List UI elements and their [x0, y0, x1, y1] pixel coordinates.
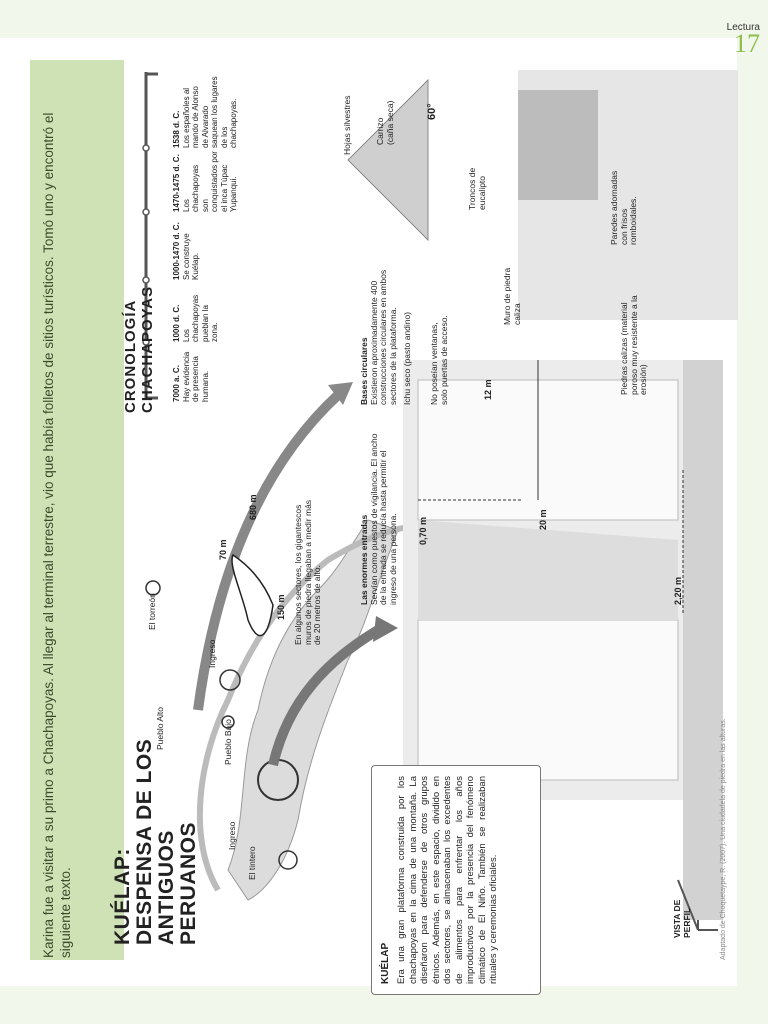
- intro-text: Karina fue a visitar a su primo a Chachapoyas. Al llegar al terminal terrestre, vio que había folletos de sitios turísticos. Tomó uno y encontró el siguiente texto.: [41, 112, 73, 958]
- wall-dim-20: 20 m: [538, 509, 548, 530]
- house-label-ichu: Ichu seco (pasto andino): [402, 311, 412, 405]
- plan-dim-70: 70 m: [218, 539, 228, 560]
- house-label-ventanas: No poseían ventanas, solo puertas de acceso.: [429, 315, 449, 405]
- chrono-date: 1470-1475 d. C.: [172, 154, 181, 212]
- title-line-2: DESPENSA DE LOS ANTIGUOS: [133, 738, 178, 945]
- map-label-pueblo-bajo: Pueblo Bajo: [223, 719, 233, 765]
- chrono-date: 7000 a. C.: [172, 365, 181, 402]
- chronology-title: CRONOLOGÍA CHACHAPOYAS: [122, 285, 156, 413]
- entradas-title: Las enormes entradas: [359, 514, 369, 605]
- bases-block: [360, 265, 398, 405]
- kuelap-box-heading: KUÉLAP: [380, 942, 391, 984]
- wall-dim-220: 2,20 m: [673, 576, 683, 605]
- map-label-el-torreon: El torreón: [147, 593, 157, 630]
- wall-dim-12: 12 m: [483, 379, 493, 400]
- map-label-ingreso: Ingreso: [227, 821, 237, 850]
- chrono-item-4: [172, 150, 239, 212]
- kuelap-box: [371, 765, 541, 995]
- lectura-label: Lectura: [726, 22, 760, 33]
- chrono-item-2: [172, 286, 220, 342]
- chrono-date: 1000-1470 d. C.: [172, 222, 181, 280]
- wall-dim-070: 0,70 m: [418, 516, 428, 545]
- chrono-item-5: [172, 76, 239, 148]
- house-label-angle: 60°: [426, 103, 438, 120]
- infographic: [98, 60, 738, 984]
- chrono-text: Hay evidencia de presencia humana.: [181, 351, 210, 402]
- chrono-text: Los chachapoyas pueblan la zona.: [181, 294, 219, 342]
- plan-dim-150: 150 m: [276, 594, 286, 620]
- entradas-block: [360, 425, 398, 605]
- title-line-3: PERUANOS: [177, 821, 200, 945]
- source-note: Adaptado de Choquetaype, R. (2007). Una ciudadela de piedra en las alturas.: [720, 718, 727, 960]
- house-label-muro: Muro de piedra caliza: [502, 267, 522, 325]
- bases-title: Bases circulares: [359, 337, 369, 405]
- lectura-number: 17: [734, 29, 760, 58]
- chrono-item-3: [172, 220, 201, 280]
- chrono-text: Los españoles al mando de Alonso de Alvarado saquean los lugares de los chachapoyas.: [181, 76, 238, 148]
- bases-text: Existieron aproximadamente 400 construcciones circulares en ambos sectores de la plataforma.: [368, 269, 398, 405]
- chrono-text: Los chachapoyas son conquistados por el inca Túpac Yupanqui.: [181, 151, 238, 212]
- house-label-troncos: Troncos de eucalipto: [467, 167, 487, 210]
- house-label-piedras: Piedras calizas (material poroso muy resistente a la erosión): [619, 295, 648, 395]
- title-line-1: KUÉLAP:: [111, 848, 134, 945]
- entradas-text: Servían como puestos de vigilancia. El ancho de la entrada se reducía hasta permitir el ingreso de una persona.: [368, 433, 398, 605]
- house-label-hojas: Hojas silvestres: [342, 95, 352, 155]
- map-label-pueblo-alto: Pueblo Alto: [155, 706, 165, 750]
- plan-caption: En algunos sectores, los gigantescos muros de piedra llegaban a medir más de 20 metros de alto.: [293, 499, 322, 645]
- chrono-text: Se construye Kuélap.: [181, 233, 200, 280]
- map-label-ingreso-2: Ingreso: [207, 639, 217, 668]
- lectura-header: [726, 22, 760, 58]
- chrono-date: 1000 d. C.: [172, 304, 181, 342]
- vista-de-perfil: VISTA DE PERFIL: [672, 899, 692, 938]
- plan-dim-680: 680 m: [248, 494, 258, 520]
- kuelap-box-text: Era una gran plataforma construida por los chachapoyas en la cima de una montaña. La diseñaron para defenderse de otros grupos étnicos. Además, en este espacio, dividido en dos sectores, se almacenaban los excedentes de alimentos para enfrentar los años improductivos por la presencia del fenómeno climático de El Niño. También se realizaban rituales y ceremonias oficiales.: [396, 776, 499, 984]
- chrono-item-1: [172, 347, 210, 402]
- map-label-el-tintero: El tintero: [247, 846, 257, 880]
- chrono-date: 1538 d. C.: [172, 110, 181, 148]
- house-label-carrizo: Carrizo (caña seca): [375, 100, 395, 145]
- house-label-paredes: Paredes adornadas con frisos romboidales.: [609, 170, 638, 245]
